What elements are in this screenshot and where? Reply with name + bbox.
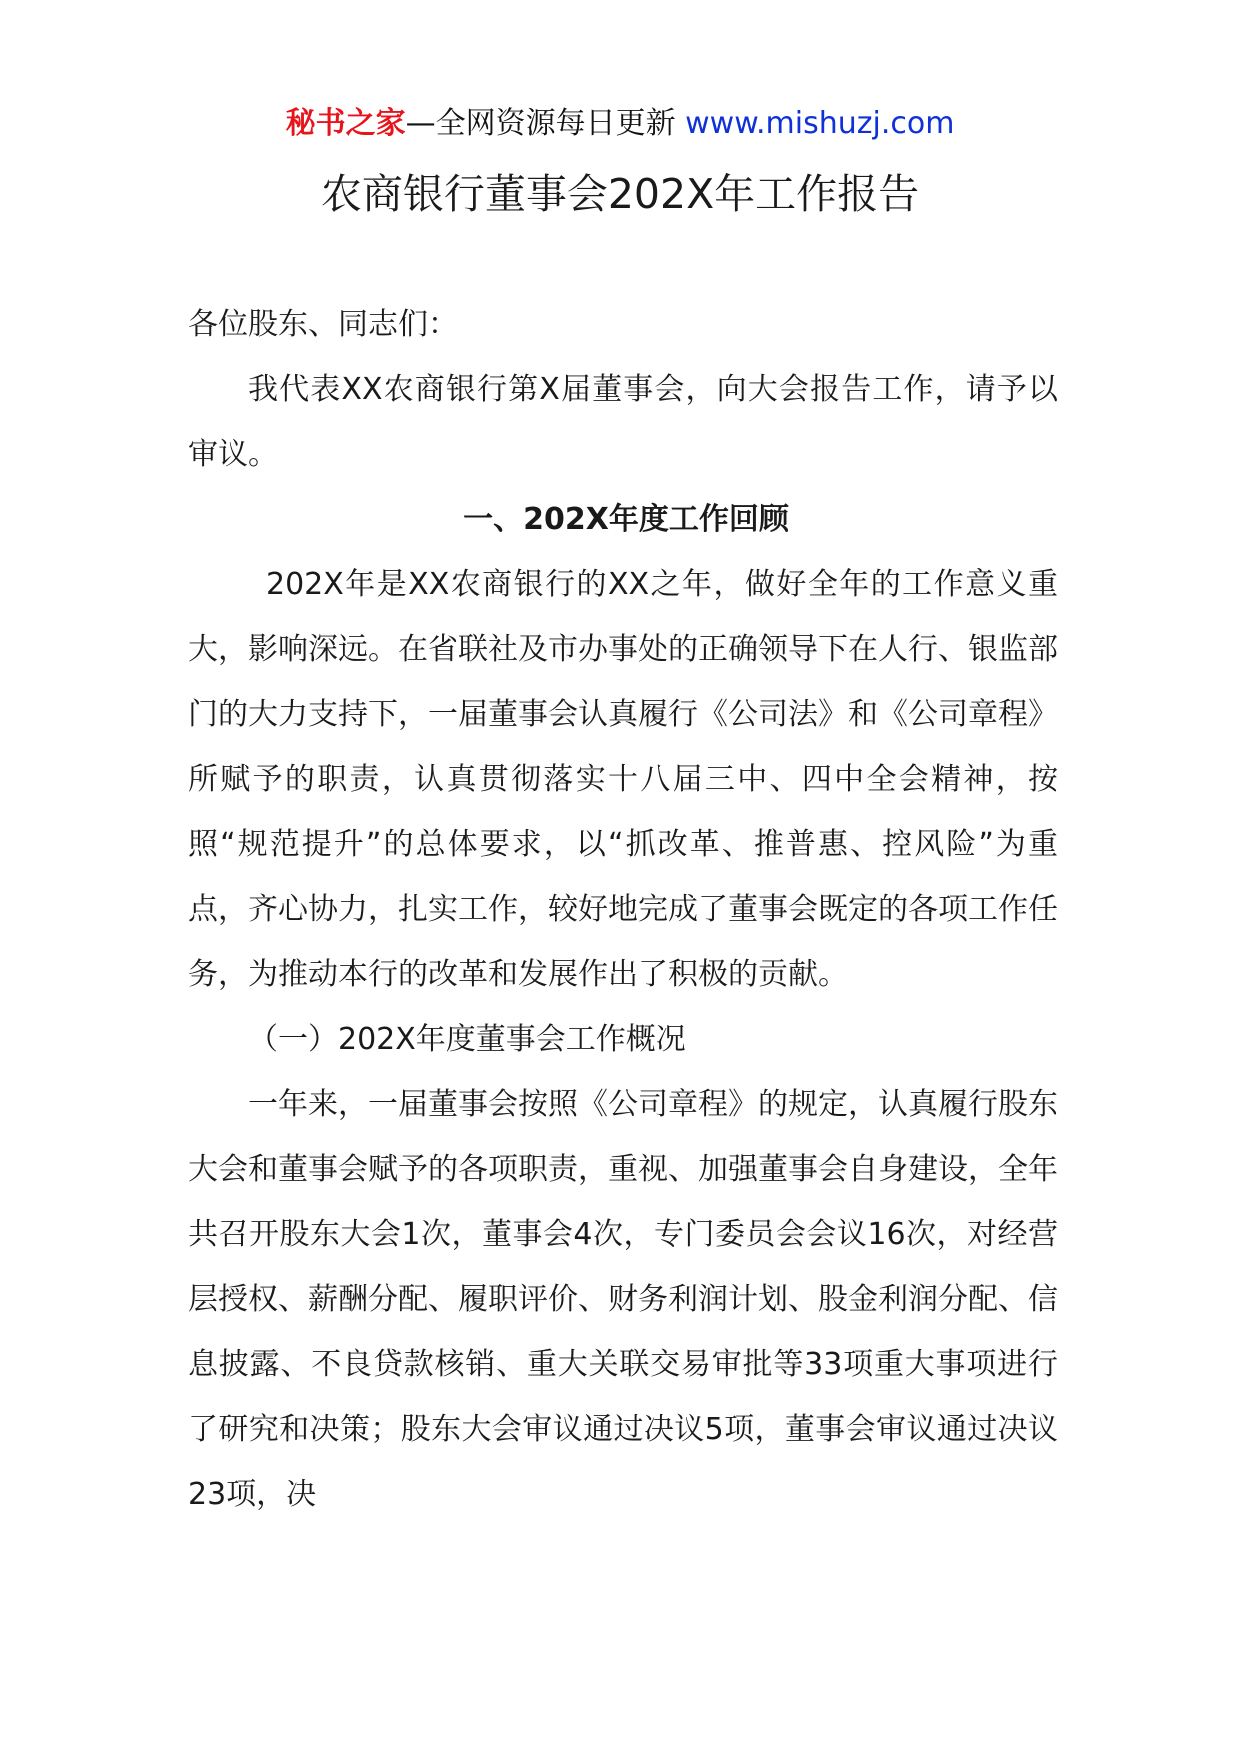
site-url: www.mishuzj.com — [685, 106, 955, 141]
intro-paragraph: 我代表XX农商银行第X届董事会，向大会报告工作，请予以审议。 — [188, 372, 1058, 472]
subsection-paragraph: 一年来，一届董事会按照《公司章程》的规定，认真履行股东大会和董事会赋予的各项职责，重视、加强董事会自身建设，全年共召开股东大会1次，董事会4次，专门委员会会议16次，对经营层授权、薪酬分配、履职评价、财务利润计划、股金利润分配、信息披露、不良贷款核销、重大关联交易审批等33项重大事项进行了研究和决策；股东大会审议通过决议5项，董事会审议通过决议23项，决 — [188, 1087, 1058, 1512]
section-paragraph: 202X年是XX农商银行的XX之年，做好全年的工作意义重大，影响深远。在省联社及市办事处的正确领导下在人行、银监部门的大力支持下，一届董事会认真履行《公司法》和《公司章程》所赋予的职责，认真贯彻落实十八届三中、四中全会精神，按照“规范提升”的总体要求，以“抓改革、推普惠、控风险”为重点，齐心协力，扎实工作，较好地完成了董事会既定的各项工作任务，为推动本行的改革和发展作出了积极的贡献。 — [188, 567, 1058, 992]
brand-name: 秘书之家 — [285, 106, 406, 141]
page-header — [0, 104, 1240, 144]
section-heading: 一、202X年度工作回顾 — [463, 502, 789, 537]
document-title: 农商银行董事会202X年工作报告 — [320, 170, 920, 218]
header-slogan: —全网资源每日更新 — [405, 106, 676, 141]
subsection-heading: （一）202X年度董事会工作概况 — [248, 1022, 686, 1057]
document-body — [188, 292, 1058, 1527]
salutation: 各位股东、同志们： — [188, 307, 458, 342]
